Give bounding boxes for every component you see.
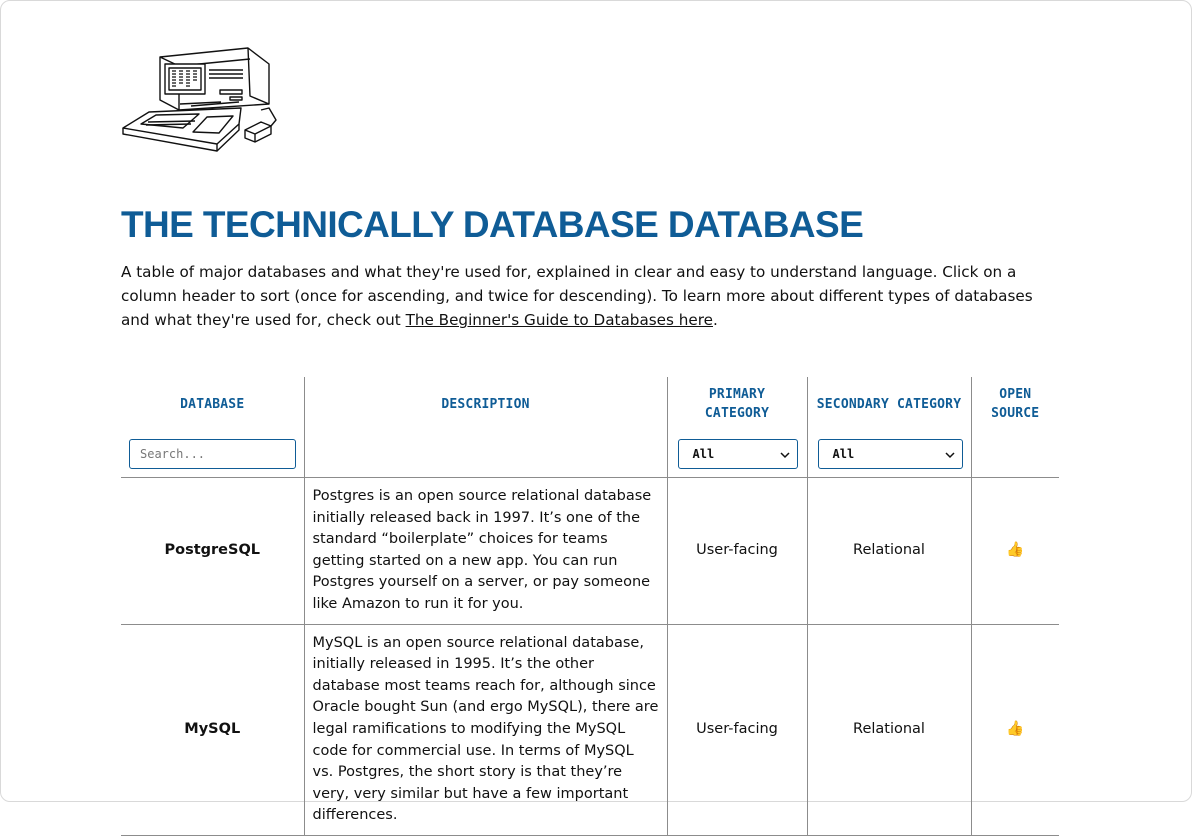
intro-end: .: [712, 311, 718, 329]
primary-category: User-facing: [667, 478, 807, 625]
secondary-category-selected: All: [832, 447, 855, 461]
intro-text: A table of major databases and what they're used for, explained in clear and easy to understand language. Click on a column header to sort (once for ascending, and twice for descending). To learn more about different types of databases and what they're used for, check out: [121, 263, 1033, 329]
primary-category-select[interactable]: [678, 439, 798, 469]
chevron-down-icon: [779, 449, 791, 461]
database-description: Postgres is an open source relational database initially released back in 1997. It’s one of the standard “boilerplate” choices for teams getting started on a new app. You can run Postgres yourself on a server, or pay someone like Amazon to run it for you.: [304, 478, 667, 625]
open-source-thumbs-up-icon: 👍: [971, 478, 1059, 625]
column-header-description[interactable]: [304, 377, 667, 478]
secondary-category-select[interactable]: [818, 439, 963, 469]
table-header-row: [121, 377, 1059, 478]
beginners-guide-link[interactable]: The Beginner's Guide to Databases here: [405, 311, 713, 329]
secondary-category: Relational: [807, 624, 971, 835]
column-label-primary-category[interactable]: PRIMARY CATEGORY: [704, 387, 770, 421]
table-row: [121, 624, 1059, 835]
database-name: MySQL: [121, 624, 304, 835]
database-description: MySQL is an open source relational database, initially released in 1995. It’s the other database most teams reach for, although since Oracle bought Sun (and ergo MySQL), there are legal ramifications to modifying the MySQL code for commercial use. In terms of MySQL vs. Postgres, the short story is that they’re very, very similar but have a few important differences.: [304, 624, 667, 835]
primary-category: User-facing: [667, 624, 807, 835]
column-label-description[interactable]: DESCRIPTION: [441, 396, 530, 412]
chevron-down-icon: [944, 449, 956, 461]
database-table: [121, 377, 1059, 836]
column-header-open-source[interactable]: [971, 377, 1059, 478]
column-header-primary-category[interactable]: [667, 377, 807, 478]
table-row: [121, 478, 1059, 625]
secondary-category: Relational: [807, 478, 971, 625]
column-label-secondary-category[interactable]: SECONDARY CATEGORY: [816, 396, 962, 412]
open-source-thumbs-up-icon: 👍: [971, 624, 1059, 835]
database-name: PostgreSQL: [121, 478, 304, 625]
primary-category-selected: All: [692, 447, 715, 461]
column-header-secondary-category[interactable]: [807, 377, 971, 478]
intro-paragraph: [121, 260, 1056, 332]
page-title: THE TECHNICALLY DATABASE DATABASE: [121, 204, 864, 245]
column-header-database[interactable]: [121, 377, 304, 478]
column-label-open-source[interactable]: OPEN SOURCE: [991, 387, 1040, 421]
vintage-computer-icon: [121, 44, 279, 154]
search-input[interactable]: [129, 439, 296, 469]
column-label-database[interactable]: DATABASE: [180, 396, 245, 412]
